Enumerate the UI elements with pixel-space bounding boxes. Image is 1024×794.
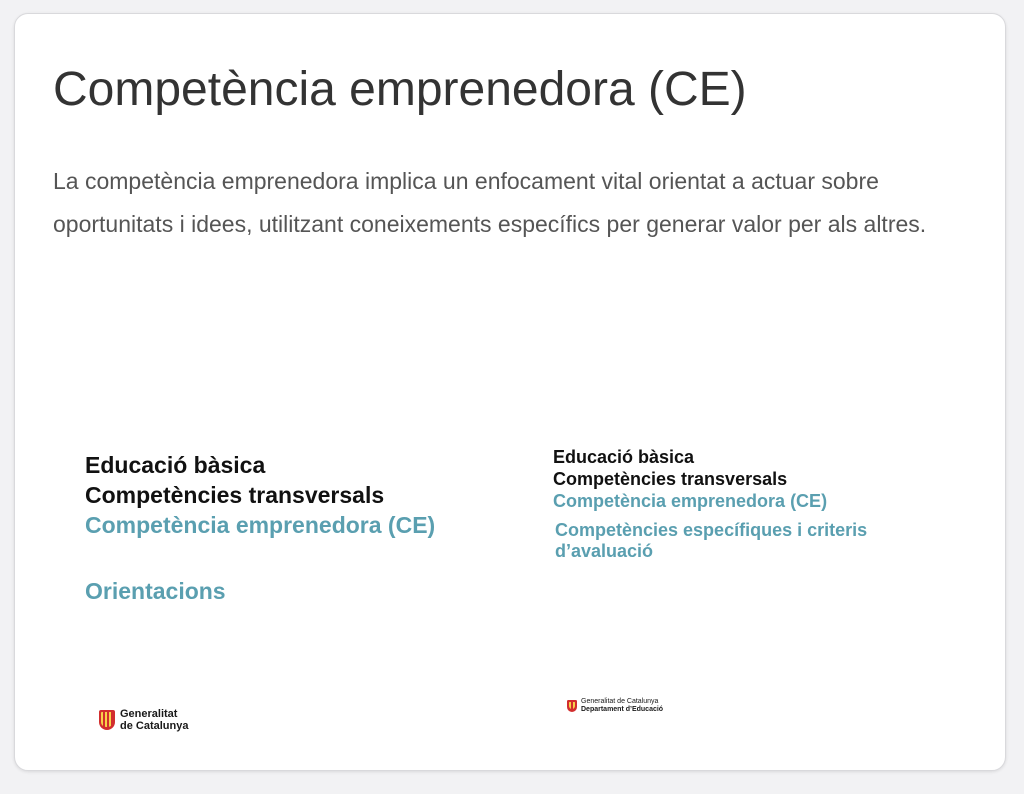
generalitat-seal-icon [567,700,577,712]
cover-document-type: Orientacions [85,578,226,604]
cover-document-type: Competències específiques i criteris d’avaluació [555,520,868,561]
cover-competence-title: Competència emprenedora (CE) [553,491,828,511]
logo-name: Generalitat de Catalunya [581,698,659,705]
page-title: Competència emprenedora (CE) [53,63,747,116]
document-cover-criteris[interactable] [549,434,889,713]
content-card [14,13,1006,771]
intro-paragraph: La competència emprenedora implica un enfocament vital orientat a actuar sobre oportunitats i idees, utilitzant coneixements específics per generar valor per als altres. [53,168,927,237]
logo-subname: de Catalunya [120,720,189,732]
cover-series-title: Educació bàsica [553,447,695,467]
logo-name: Generalitat [120,708,178,720]
generalitat-seal-icon [99,710,115,730]
generalitat-department-logo [567,698,663,714]
cover-subseries-title: Competències transversals [85,482,385,508]
document-cover-orientacions[interactable] [79,434,459,734]
cover-series-title: Educació bàsica [85,452,266,478]
logo-department: Departament d’Educació [581,706,664,713]
cover-subseries-title: Competències transversals [553,469,788,489]
cover-competence-title: Competència emprenedora (CE) [85,512,436,538]
generalitat-logo [99,708,188,732]
